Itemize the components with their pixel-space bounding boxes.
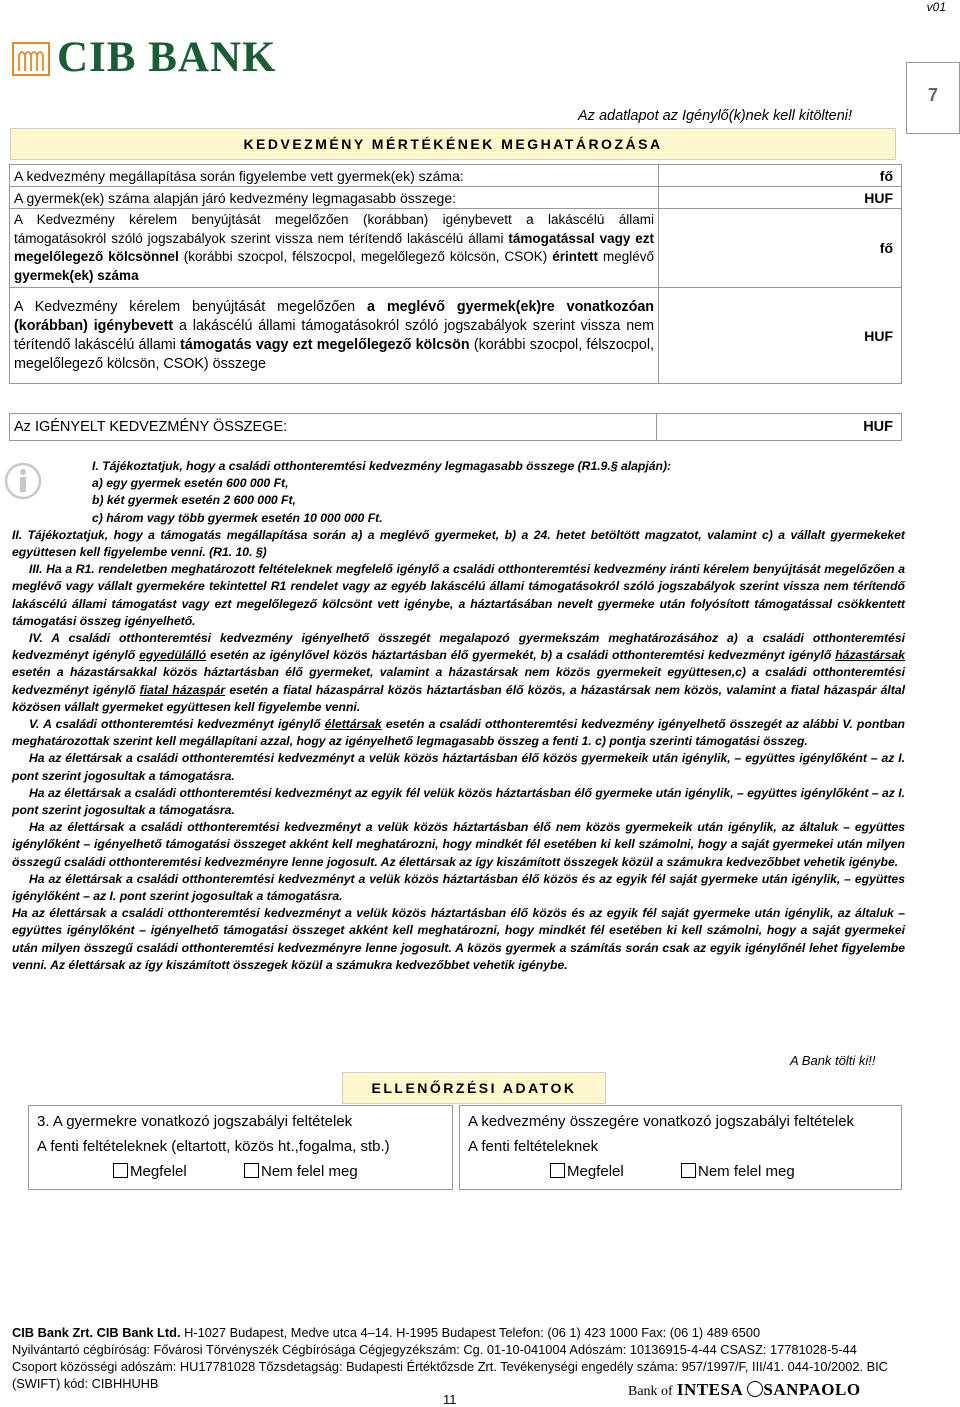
table-row [10, 165, 902, 187]
max-amount-label: A gyermek(ek) száma alapján járó kedvezmény legmagasabb összege: [10, 187, 659, 209]
left-megfelel-option[interactable]: Megfelel [113, 1163, 187, 1180]
note-1c: c) három vagy több gyermek esetén 10 000 000 Ft. [92, 510, 383, 525]
note-2: II. Tájékoztatjuk, hogy a támogatás megállapítása során a) a meglévő gyermeket, b) a 24. hetet betöltött magzatot, valamint c) a vállalt gyermekeket együttesen kell figyelembe venni. (R1. 10. §) [12, 527, 905, 560]
control-title-banner [342, 1072, 606, 1104]
page-tab [906, 62, 960, 134]
note-1b: b) két gyermek esetén 2 600 000 Ft, [92, 493, 296, 508]
intesa-sanpaolo-logo: Bank of INTESA SANPAOLO [628, 1380, 861, 1399]
control-right-sub: A fenti feltételeknek [468, 1138, 599, 1155]
checkbox-icon[interactable] [113, 1163, 128, 1178]
control-right-heading: A kedvezmény összegére vonatkozó jogszabályi feltételek [468, 1113, 855, 1130]
sanpaolo-star-icon [747, 1381, 763, 1397]
control-left-sub: A fenti feltételeknek (eltartott, közös ht.,fogalma, stb.) [37, 1138, 390, 1155]
discount-table [9, 164, 902, 384]
claimed-amount-row [9, 413, 902, 441]
checkbox-icon[interactable] [681, 1163, 696, 1178]
note-7: Ha az élettársak a családi otthonteremtési kedvezményt az egyik fél velük közös háztartásban élő gyermeke után igénylik, – együttes igénylőként – az I. pont szerint jogosultak a támogatásra. [12, 785, 905, 818]
notes-section [12, 458, 905, 974]
claimed-amount-label: Az IGÉNYELT KEDVEZMÉNY ÖSSZEGE: [14, 419, 288, 435]
note-5: V. A családi otthonteremtési kedvezményt igénylő élettársak esetén a családi otthonteremtési kedvezmény igényelhető összegét az alábbi V. pontban meghatározottak szerint kell megállapítani azzal, hogy az igényelhető legmagasabb összeg a fenti 1. c) pontja szerinti támogatási összeg. [12, 717, 905, 749]
section-title: KEDVEZMÉNY MÉRTÉKÉNEK MEGHATÁROZÁSA [243, 136, 663, 152]
footer-line-1: CIB Bank Zrt. CIB Bank Ltd. H-1027 Budapest, Medve utca 4–14. H-1995 Budapest Telefon: (06 1) 423 1000 Fax: (06 1) 489 6500 [12, 1325, 761, 1340]
control-left-heading: 3. A gyermekre vonatkozó jogszabályi feltételek [37, 1113, 353, 1130]
control-right-box [459, 1105, 902, 1190]
version-label: v01 [926, 0, 946, 14]
table-row [10, 209, 902, 288]
note-1: I. Tájékoztatjuk, hogy a családi otthonteremtési kedvezmény legmagasabb összege (R1.9.§ alapján): [92, 459, 672, 473]
page-number: 11 [443, 1392, 457, 1407]
note-8: Ha az élettársak a családi otthonteremtési kedvezményt a velük közös háztartásban élő nem közös gyermekeik után igénylik, az általuk – együttes igénylőként – igényelhető támogatási összeget akként kell meghatározni, hogy mindkét fél esetében ki kell számolni, hogy a saját gyermekei után milyen összegű családi otthonteremtési kedvezményre lenne jogosult. Az élettársak az így kiszámított összegek közül a számukra kedvezőbbet vehetik igénybe. [12, 820, 905, 869]
right-megfelel-option[interactable]: Megfelel [550, 1163, 624, 1180]
checkbox-icon[interactable] [244, 1163, 259, 1178]
right-nem-felel-meg-option[interactable]: Nem felel meg [681, 1163, 795, 1180]
table-row [10, 288, 902, 384]
fill-instruction: Az adatlapot az Igénylő(k)nek kell kitölteni! [578, 108, 853, 124]
max-amount-field[interactable]: HUF [659, 187, 902, 209]
footer-line-2: Nyilvántartó cégbíróság: Fővárosi Törvényszék Cégbírósága Cégjegyzékszám: Cg. 01-10-041004 Adószám: 10136915-4-44 CSASZ: 17781028-5-44 Csoport közösségi adószám: HU17781028 Tőzsdetagság: Budapesti Értéktőzsde Zrt. Tevékenységi engedély száma: 957/1997/F, III/41. 044-10/2002. BIC (SWIFT) kód: CIBHHUHB [12, 1342, 888, 1391]
left-nem-felel-meg-option[interactable]: Nem felel meg [244, 1163, 358, 1180]
prior-support-amount-field[interactable]: HUF [659, 288, 902, 384]
table-row [10, 187, 902, 209]
note-1a: a) egy gyermek esetén 600 000 Ft, [92, 476, 289, 491]
control-title: ELLENŐRZÉSI ADATOK [371, 1080, 577, 1096]
bank-fill-note: A Bank tölti ki!! [790, 1053, 876, 1068]
control-left-box [28, 1105, 453, 1190]
note-10: Ha az élettársak a családi otthonteremtési kedvezményt a velük közös háztartásban élő közös és az egyik fél saját gyermeke után igénylik, az általuk – együttes igénylőként – igényelhető támogatási összeget akként kell meghatározni, hogy mindkét fél esetében ki kell számolni, hogy a saját gyermekei után milyen összegű családi otthonteremtési kedvezményre lenne jogosult. A közös gyermek a számítás során csak az egyik igénylőnél lehet figyelembe venni. Az élettársak az így kiszámított összegek közül a számukra kedvezőbbet vehetik igénybe. [12, 906, 905, 972]
prior-support-children-field[interactable]: fő [659, 209, 902, 288]
children-count-field[interactable]: fő [659, 165, 902, 187]
prior-support-children-label: A Kedvezmény kérelem benyújtását megelőzően (korábban) igénybevett a lakáscélú állami támogatásokról szóló jogszabályok szerint vissza nem térítendő lakáscélú állami támogatással vagy ezt megelőlegező kölcsönnel (korábbi szocpol, félszocpol, megelőlegező kölcsön, CSOK) érintett meglévő gyermek(ek) száma [10, 209, 659, 288]
children-count-label: A kedvezmény megállapítása során figyelembe vett gyermek(ek) száma: [10, 165, 659, 187]
claimed-amount-field[interactable]: HUF [863, 419, 893, 435]
prior-support-amount-label: A Kedvezmény kérelem benyújtását megelőzően a meglévő gyermek(ek)re vonatkozóan (korábban) igénybevett a lakáscélú állami támogatásokról szóló jogszabályok szerint vissza nem térítendő lakáscélú állami támogatás vagy ezt megelőlegező kölcsön (korábbi szocpol, félszocpol, megelőlegező kölcsön, CSOK) összege [10, 288, 659, 384]
note-6: Ha az élettársak a családi otthonteremtési kedvezményt a velük közös háztartásban élő közös gyermekeik után igénylik, – együttes igénylőként – az I. pont szerint jogosultak a támogatásra. [12, 751, 905, 783]
brand-name: CIB BANK [57, 34, 277, 81]
note-3: III. Ha a R1. rendeletben meghatározott feltételeknek megfelelő igénylő a családi otthonteremtési kedvezmény iránti kérelem benyújtását megelőzően a meglévő vagy vállalt gyermekére tekintettel R1 rendelet vagy az egyéb lakáscélú állami támogatásokról szóló jogszabályok szerint vissza nem térítendő lakáscélú állami támogatást vagy ezt megelőlegező kölcsönt vett igénybe, a háztartásában nevelt gyermeke után folyósított támogatással csökkentett támogatási összeg igényelhető. [12, 562, 905, 628]
section-title-banner [10, 128, 896, 160]
note-4: IV. A családi otthonteremtési kedvezmény igényelhető összegét megalapozó gyermekszám meghatározásához a) a családi otthonteremtési kedvezményt igénylő egyedülálló esetén az igénylővel közös háztartásban élő gyermekét, b) a családi otthonteremtési kedvezményt igénylő házastársak esetén a házastársakkal közös háztartásban élő gyermeket, valamint a házastársak nem közös gyermekeit együttesen,c) a családi otthonteremtési kedvezményt igénylő fiatal házaspár esetén a fiatal házaspárral közös háztartásban élő közös, a házastársak nem közös, valamint a fiatal házaspár által közösen vállalt gyermeket együttesen kell figyelembe venni. [12, 631, 906, 714]
checkbox-icon[interactable] [550, 1163, 565, 1178]
page-tab-number: 7 [927, 85, 938, 105]
note-9: Ha az élettársak a családi otthonteremtési kedvezményt a velük közös háztartásban élő közös és az egyik fél saját gyermeke után igénylik, – együttes igénylőként – az I. pont szerint jogosultak a támogatásra. [12, 871, 905, 904]
